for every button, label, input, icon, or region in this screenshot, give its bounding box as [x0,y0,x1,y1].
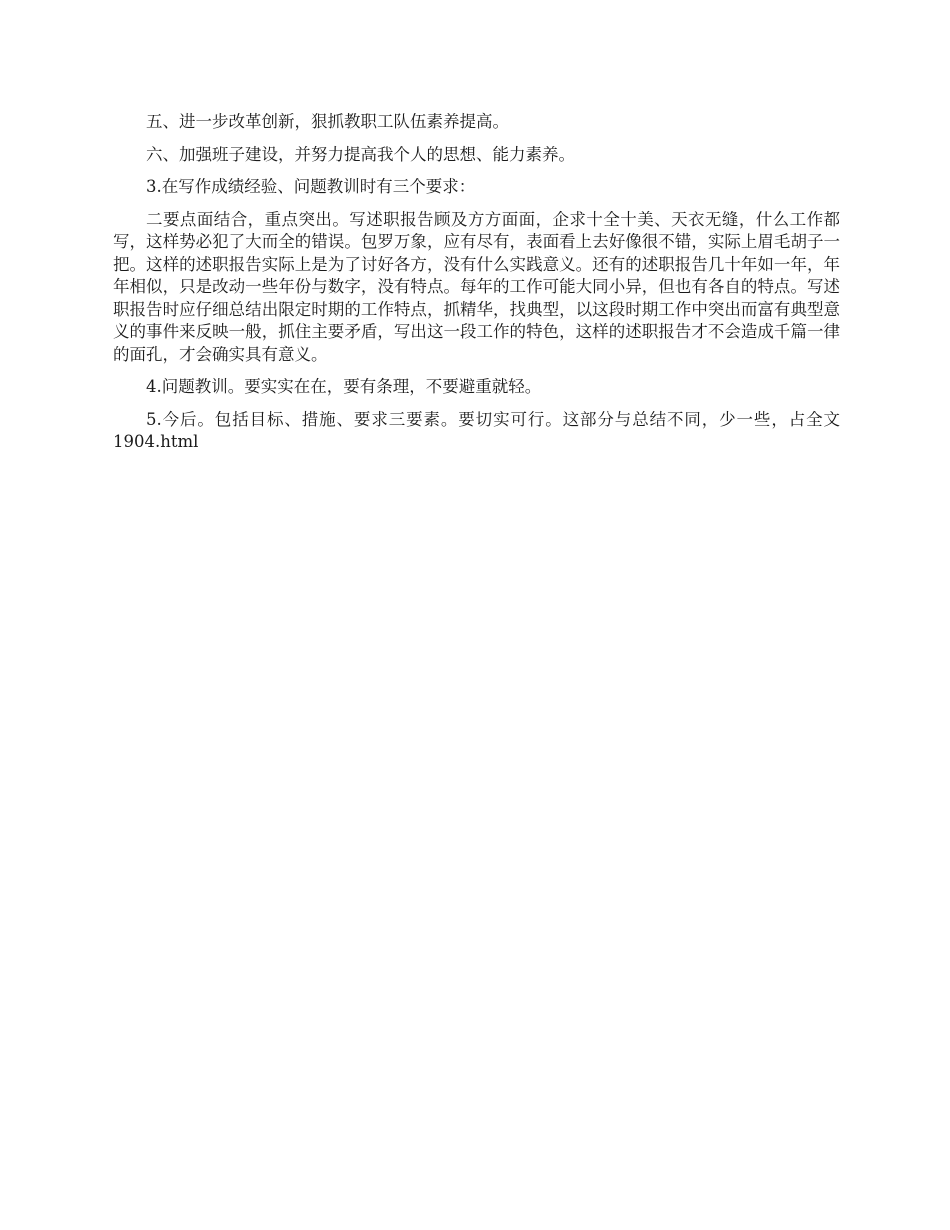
document-body [113,111,840,464]
paragraph-problem-lessons: 4.问题教训。要实实在在，要有条理，不要避重就轻。 [146,377,542,396]
paragraph-team-building: 六、加强班子建设，并努力提高我个人的思想、能力素养。 [146,144,575,164]
paragraph-writing-requirements: 3.在写作成绩经验、问题教训时有三个要求： [146,177,476,196]
paragraph-future-plans: 5.今后。包括目标、措施、要求三要素。要切实可行。这部分与总结不同，少一些，占全文 1904.html [113,409,840,451]
paragraph-point-and-area: 二要点面结合，重点突出。写述职报告顾及方方面面，企求十全十美、天衣无缝，什么工作都写，这样势必犯了大而全的错误。包罗万象，应有尽有，表面看上去好像很不错，实际上眉毛胡子一把。这样的述职报告实际上是为了讨好各方，没有什么实践意义。还有的述职报告几十年如一年，年年相似，只是改动一些年份与数字，没有特点。每年的工作可能大同小异，但也有各自的特点。写述职报告时应仔细总结出限定时期的工作特点，抓精华，找典型，以这段时期工作中突出而富有典型意义的事件来反映一般，抓住主要矛盾，写出这一段工作的特色，这样的述职报告才不会造成千篇一律的面孔，才会确实具有意义。 [113,209,840,364]
paragraph-reform-innovation: 五、进一步改革创新，狠抓教职工队伍素养提高。 [146,112,509,131]
